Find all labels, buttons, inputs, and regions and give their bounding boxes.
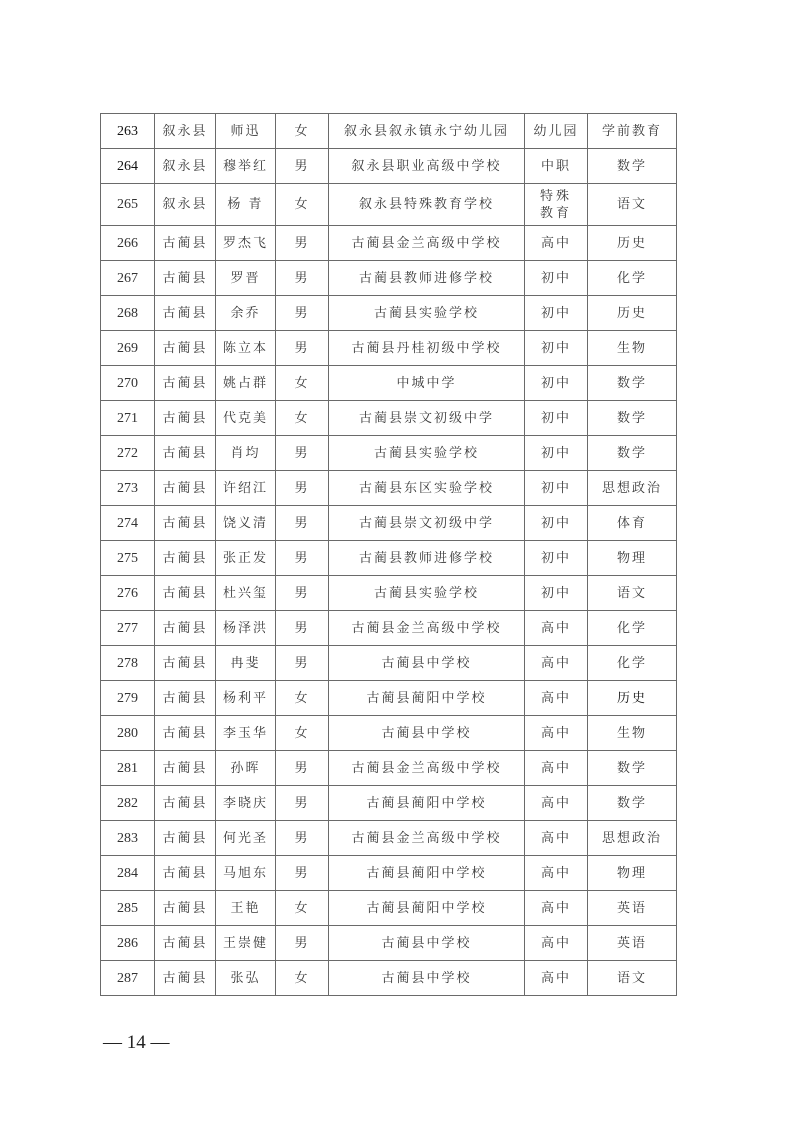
subject-cell: 化学	[588, 646, 677, 681]
row-number: 273	[101, 471, 155, 506]
level-cell: 高中	[525, 821, 588, 856]
table-row	[101, 331, 677, 366]
subject-cell: 物理	[588, 856, 677, 891]
level-cell: 高中	[525, 226, 588, 261]
gender-cell: 男	[276, 576, 329, 611]
gender-cell: 女	[276, 681, 329, 716]
county-cell: 古蔺县	[155, 856, 216, 891]
level-cell: 高中	[525, 961, 588, 996]
name-cell: 王艳	[216, 891, 276, 926]
level-cell: 高中	[525, 611, 588, 646]
row-number: 274	[101, 506, 155, 541]
level-cell: 特殊教育	[525, 184, 588, 226]
name-cell: 许绍江	[216, 471, 276, 506]
row-number: 276	[101, 576, 155, 611]
school-cell: 古蔺县中学校	[329, 716, 525, 751]
row-number: 266	[101, 226, 155, 261]
row-number: 282	[101, 786, 155, 821]
level-cell: 高中	[525, 926, 588, 961]
teacher-list-table	[100, 113, 677, 996]
school-cell: 古蔺县崇文初级中学	[329, 506, 525, 541]
level-cell: 初中	[525, 541, 588, 576]
county-cell: 古蔺县	[155, 681, 216, 716]
gender-cell: 男	[276, 541, 329, 576]
county-cell: 古蔺县	[155, 646, 216, 681]
subject-cell: 物理	[588, 541, 677, 576]
subject-cell: 英语	[588, 926, 677, 961]
school-cell: 叙永县职业高级中学校	[329, 149, 525, 184]
county-cell: 古蔺县	[155, 436, 216, 471]
school-cell: 古蔺县蔺阳中学校	[329, 891, 525, 926]
county-cell: 古蔺县	[155, 471, 216, 506]
gender-cell: 男	[276, 926, 329, 961]
county-cell: 叙永县	[155, 114, 216, 149]
county-cell: 古蔺县	[155, 786, 216, 821]
name-cell: 杨 青	[216, 184, 276, 226]
school-cell: 古蔺县实验学校	[329, 436, 525, 471]
county-cell: 古蔺县	[155, 961, 216, 996]
row-number: 284	[101, 856, 155, 891]
school-cell: 古蔺县中学校	[329, 646, 525, 681]
row-number: 268	[101, 296, 155, 331]
school-cell: 古蔺县中学校	[329, 926, 525, 961]
table-row	[101, 786, 677, 821]
school-cell: 古蔺县金兰高级中学校	[329, 226, 525, 261]
name-cell: 肖均	[216, 436, 276, 471]
county-cell: 古蔺县	[155, 716, 216, 751]
table-row	[101, 226, 677, 261]
county-cell: 古蔺县	[155, 821, 216, 856]
school-cell: 古蔺县教师进修学校	[329, 261, 525, 296]
table-row	[101, 114, 677, 149]
school-cell: 古蔺县丹桂初级中学校	[329, 331, 525, 366]
gender-cell: 男	[276, 856, 329, 891]
table-row	[101, 436, 677, 471]
name-cell: 杨泽洪	[216, 611, 276, 646]
school-cell: 古蔺县金兰高级中学校	[329, 751, 525, 786]
row-number: 281	[101, 751, 155, 786]
level-cell: 高中	[525, 681, 588, 716]
table-row	[101, 611, 677, 646]
table-row	[101, 681, 677, 716]
row-number: 275	[101, 541, 155, 576]
row-number: 270	[101, 366, 155, 401]
school-cell: 古蔺县实验学校	[329, 296, 525, 331]
table-row	[101, 821, 677, 856]
level-cell: 高中	[525, 891, 588, 926]
school-cell: 古蔺县教师进修学校	[329, 541, 525, 576]
level-cell: 幼儿园	[525, 114, 588, 149]
county-cell: 古蔺县	[155, 891, 216, 926]
row-number: 286	[101, 926, 155, 961]
gender-cell: 男	[276, 821, 329, 856]
level-cell: 高中	[525, 751, 588, 786]
row-number: 277	[101, 611, 155, 646]
subject-cell: 化学	[588, 261, 677, 296]
name-cell: 陈立本	[216, 331, 276, 366]
county-cell: 古蔺县	[155, 611, 216, 646]
name-cell: 王崇健	[216, 926, 276, 961]
name-cell: 李晓庆	[216, 786, 276, 821]
table-row	[101, 541, 677, 576]
table-row	[101, 149, 677, 184]
school-cell: 古蔺县金兰高级中学校	[329, 821, 525, 856]
subject-cell: 历史	[588, 681, 677, 716]
name-cell: 姚占群	[216, 366, 276, 401]
row-number: 287	[101, 961, 155, 996]
county-cell: 古蔺县	[155, 541, 216, 576]
gender-cell: 男	[276, 226, 329, 261]
county-cell: 古蔺县	[155, 366, 216, 401]
level-cell: 初中	[525, 471, 588, 506]
row-number: 269	[101, 331, 155, 366]
name-cell: 穆举红	[216, 149, 276, 184]
row-number: 271	[101, 401, 155, 436]
table-row	[101, 646, 677, 681]
name-cell: 师迅	[216, 114, 276, 149]
row-number: 283	[101, 821, 155, 856]
gender-cell: 男	[276, 261, 329, 296]
row-number: 280	[101, 716, 155, 751]
level-cell: 高中	[525, 856, 588, 891]
level-cell: 高中	[525, 646, 588, 681]
county-cell: 古蔺县	[155, 576, 216, 611]
name-cell: 饶义清	[216, 506, 276, 541]
level-cell: 中职	[525, 149, 588, 184]
table-row	[101, 366, 677, 401]
level-cell: 初中	[525, 401, 588, 436]
subject-cell: 语文	[588, 961, 677, 996]
school-cell: 中城中学	[329, 366, 525, 401]
row-number: 285	[101, 891, 155, 926]
school-cell: 古蔺县实验学校	[329, 576, 525, 611]
county-cell: 古蔺县	[155, 296, 216, 331]
gender-cell: 男	[276, 506, 329, 541]
gender-cell: 女	[276, 184, 329, 226]
gender-cell: 女	[276, 716, 329, 751]
row-number: 272	[101, 436, 155, 471]
level-cell: 初中	[525, 576, 588, 611]
subject-cell: 数学	[588, 751, 677, 786]
subject-cell: 化学	[588, 611, 677, 646]
table-row	[101, 856, 677, 891]
subject-cell: 语文	[588, 184, 677, 226]
row-number: 278	[101, 646, 155, 681]
school-cell: 古蔺县金兰高级中学校	[329, 611, 525, 646]
gender-cell: 男	[276, 436, 329, 471]
gender-cell: 男	[276, 149, 329, 184]
gender-cell: 男	[276, 331, 329, 366]
table-row	[101, 506, 677, 541]
name-cell: 张弘	[216, 961, 276, 996]
gender-cell: 男	[276, 296, 329, 331]
gender-cell: 女	[276, 114, 329, 149]
level-cell: 初中	[525, 296, 588, 331]
name-cell: 张正发	[216, 541, 276, 576]
county-cell: 古蔺县	[155, 506, 216, 541]
school-cell: 叙永县叙永镇永宁幼儿园	[329, 114, 525, 149]
school-cell: 古蔺县蔺阳中学校	[329, 856, 525, 891]
table-row	[101, 184, 677, 226]
gender-cell: 男	[276, 646, 329, 681]
table-row	[101, 751, 677, 786]
county-cell: 古蔺县	[155, 751, 216, 786]
level-cell: 高中	[525, 786, 588, 821]
row-number: 267	[101, 261, 155, 296]
name-cell: 罗杰飞	[216, 226, 276, 261]
gender-cell: 女	[276, 891, 329, 926]
table-body	[101, 114, 677, 996]
level-cell: 初中	[525, 506, 588, 541]
table-row	[101, 716, 677, 751]
table-row	[101, 471, 677, 506]
county-cell: 古蔺县	[155, 226, 216, 261]
row-number: 263	[101, 114, 155, 149]
name-cell: 冉斐	[216, 646, 276, 681]
name-cell: 马旭东	[216, 856, 276, 891]
name-cell: 罗晋	[216, 261, 276, 296]
county-cell: 古蔺县	[155, 926, 216, 961]
county-cell: 古蔺县	[155, 331, 216, 366]
school-cell: 古蔺县蔺阳中学校	[329, 681, 525, 716]
school-cell: 古蔺县崇文初级中学	[329, 401, 525, 436]
level-cell: 高中	[525, 716, 588, 751]
table-row	[101, 261, 677, 296]
county-cell: 古蔺县	[155, 261, 216, 296]
table-row	[101, 961, 677, 996]
subject-cell: 数学	[588, 786, 677, 821]
row-number: 264	[101, 149, 155, 184]
table-row	[101, 576, 677, 611]
level-cell: 初中	[525, 366, 588, 401]
subject-cell: 思想政治	[588, 471, 677, 506]
subject-cell: 生物	[588, 331, 677, 366]
county-cell: 古蔺县	[155, 401, 216, 436]
level-cell: 初中	[525, 331, 588, 366]
county-cell: 叙永县	[155, 149, 216, 184]
subject-cell: 数学	[588, 436, 677, 471]
name-cell: 余乔	[216, 296, 276, 331]
level-cell: 初中	[525, 436, 588, 471]
table-row	[101, 891, 677, 926]
table-row	[101, 926, 677, 961]
subject-cell: 数学	[588, 401, 677, 436]
subject-cell: 语文	[588, 576, 677, 611]
gender-cell: 男	[276, 471, 329, 506]
subject-cell: 学前教育	[588, 114, 677, 149]
row-number: 265	[101, 184, 155, 226]
school-cell: 古蔺县东区实验学校	[329, 471, 525, 506]
table-row	[101, 401, 677, 436]
name-cell: 杨利平	[216, 681, 276, 716]
gender-cell: 男	[276, 751, 329, 786]
page-number: — 14 —	[103, 1032, 170, 1053]
name-cell: 代克美	[216, 401, 276, 436]
school-cell: 古蔺县蔺阳中学校	[329, 786, 525, 821]
subject-cell: 数学	[588, 366, 677, 401]
gender-cell: 女	[276, 401, 329, 436]
name-cell: 孙晖	[216, 751, 276, 786]
subject-cell: 英语	[588, 891, 677, 926]
level-cell: 初中	[525, 261, 588, 296]
gender-cell: 女	[276, 366, 329, 401]
name-cell: 杜兴玺	[216, 576, 276, 611]
subject-cell: 历史	[588, 296, 677, 331]
subject-cell: 体育	[588, 506, 677, 541]
school-cell: 古蔺县中学校	[329, 961, 525, 996]
name-cell: 李玉华	[216, 716, 276, 751]
subject-cell: 历史	[588, 226, 677, 261]
table-row	[101, 296, 677, 331]
gender-cell: 男	[276, 786, 329, 821]
gender-cell: 女	[276, 961, 329, 996]
county-cell: 叙永县	[155, 184, 216, 226]
name-cell: 何光圣	[216, 821, 276, 856]
subject-cell: 思想政治	[588, 821, 677, 856]
row-number: 279	[101, 681, 155, 716]
school-cell: 叙永县特殊教育学校	[329, 184, 525, 226]
subject-cell: 数学	[588, 149, 677, 184]
subject-cell: 生物	[588, 716, 677, 751]
gender-cell: 男	[276, 611, 329, 646]
